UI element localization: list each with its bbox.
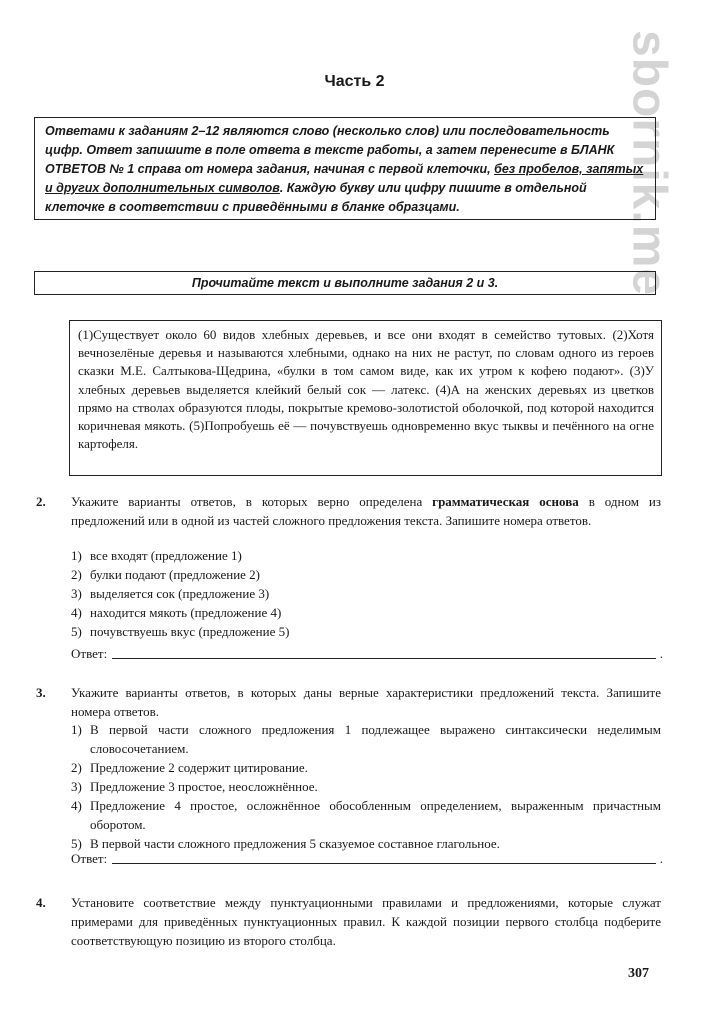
option-item — [71, 720, 661, 758]
answer-period: . — [659, 646, 663, 661]
option-number: 4) — [71, 605, 82, 620]
page-number: 307 — [628, 966, 649, 981]
question-text-end: в одном из предложений или в одной из частей сложного предложения текста. Запишите номера ответов. — [71, 494, 661, 528]
task-number: 4. — [36, 895, 46, 910]
read-prompt-box — [34, 271, 656, 295]
option-text: В первой части сложного предложения 1 подлежащее выражено синтаксически неделимым словосочетанием. — [90, 722, 661, 756]
option-item — [71, 777, 661, 796]
option-text: Предложение 2 содержит цитирование. — [90, 760, 308, 775]
task-question — [71, 492, 661, 530]
answer-row — [71, 849, 663, 868]
reading-text: (1)Существует около 60 видов хлебных деревьев, и все они входят в семейство тутовых. (2)Хотя вечнозелёные деревья и называются хлебными, однако на них не растут, по словам одного из героев сказки М.Е. Салтыкова-Щедрина, «булки в том самом виде, как их утром к кофею подают». (3)У хлебных деревьев выделяется клейкий белый сок — латекс. (4)А на женских деревьях из цветков прямо на стволах образуются плоды, покрытые кремово-золотистой оболочкой, под которой находится коричневая мякоть. (5)Попробуешь её — почувствуешь одновременно вкус тыквы и печённого на огне картофеля. — [78, 327, 654, 452]
option-number: 2) — [71, 760, 82, 775]
option-text: булки подают (предложение 2) — [90, 567, 261, 582]
part-title: Часть 2 — [324, 73, 385, 90]
option-text: выделяется сок (предложение 3) — [90, 586, 270, 601]
task-question: Укажите варианты ответов, в которых даны верные характеристики предложений текста. Запишите номера ответов. — [71, 685, 661, 719]
answer-label: Ответ: — [71, 851, 108, 866]
option-text: все входят (предложение 1) — [90, 548, 242, 563]
option-item — [71, 584, 661, 603]
question-text: Укажите варианты ответов, в которых верно определена — [71, 494, 433, 509]
answer-field[interactable] — [112, 849, 656, 864]
options-list — [71, 720, 661, 853]
option-item — [71, 565, 661, 584]
option-number: 1) — [71, 722, 82, 737]
watermark-text: sbornik.me — [622, 30, 676, 297]
question-bold-term: грамматическая основа — [432, 494, 579, 509]
option-number: 5) — [71, 836, 82, 851]
instructions-text — [45, 122, 647, 217]
option-item — [71, 796, 661, 834]
instructions-box — [34, 117, 656, 220]
option-number: 2) — [71, 567, 82, 582]
option-number: 1) — [71, 548, 82, 563]
task-question: Установите соответствие между пунктуационными правилами и предложениями, которые служат примерами для приведённых пунктуационных правил. К каждой позиции первого столбца подберите соответствующую позицию из второго столбца. — [71, 895, 661, 948]
option-item — [71, 758, 661, 777]
reading-text-box — [69, 320, 662, 476]
option-number: 5) — [71, 624, 82, 639]
answer-field[interactable] — [112, 644, 656, 659]
option-text: Предложение 4 простое, осложнённое обособленным определением, выраженным причастным оборотом. — [90, 798, 661, 832]
option-number: 3) — [71, 779, 82, 794]
option-text: находится мякоть (предложение 4) — [90, 605, 282, 620]
instructions-part1: Ответами к заданиям 2–12 являются слово (несколько слов) или последовательность цифр. Ответ запишите в поле ответа в тексте работы, а затем перенесите в БЛАНК ОТВЕТОВ № 1 справа от номера задания, начиная с первой клеточки, — [45, 124, 615, 176]
instructions-part2: . Каждую букву или цифру пишите в отдельной клеточке в соответствии с приведёнными в бланке образцами. — [45, 181, 587, 214]
option-item — [71, 603, 661, 622]
option-text: почувствуешь вкус (предложение 5) — [90, 624, 290, 639]
answer-row — [71, 644, 663, 663]
option-item — [71, 546, 661, 565]
instructions-underlined: без пробелов, запятых и других дополнительных символов — [45, 162, 644, 195]
task-number: 3. — [36, 685, 46, 700]
answer-period: . — [659, 851, 663, 866]
read-prompt: Прочитайте текст и выполните задания 2 и 3. — [191, 276, 499, 290]
option-number: 3) — [71, 586, 82, 601]
option-item — [71, 622, 661, 641]
options-list — [71, 546, 661, 641]
option-text: В первой части сложного предложения 5 сказуемое составное глагольное. — [90, 836, 500, 851]
task-number: 2. — [36, 494, 46, 509]
answer-label: Ответ: — [71, 646, 108, 661]
option-number: 4) — [71, 798, 82, 813]
option-text: Предложение 3 простое, неосложнённое. — [90, 779, 318, 794]
